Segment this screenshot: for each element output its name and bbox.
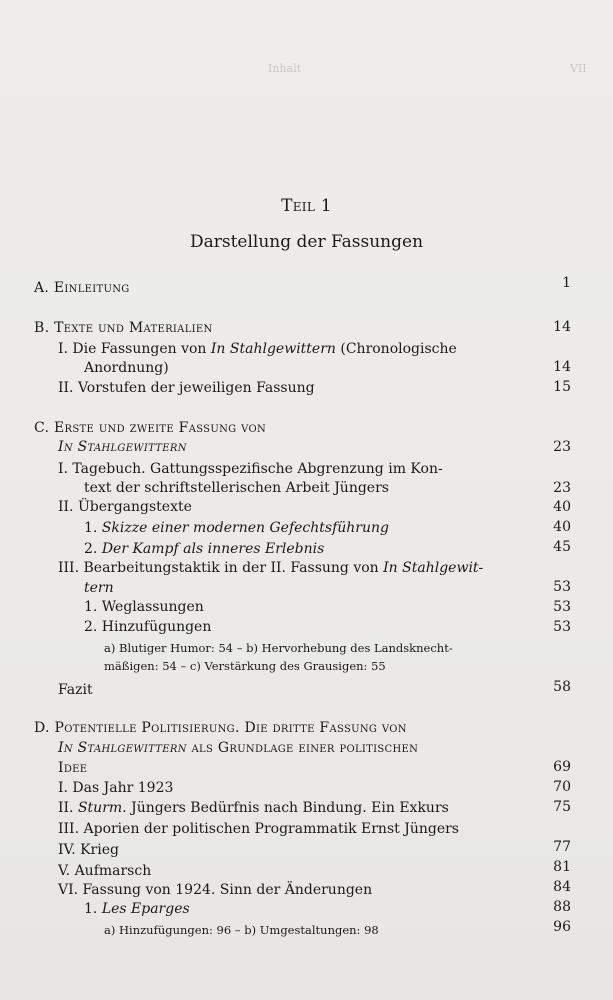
toc-entry-c32: 2. Hinzufügungen [84,619,212,635]
toc-page-c: 23 [553,439,571,455]
toc-entry-c: C. Erste und zweite Fassung von [34,420,267,436]
toc-entry-d3: III. Aporien der politischen Programmatik Ernst Jüngers [58,821,459,837]
toc-entry-d-cont2: Idee [58,760,88,776]
toc-entry-b: B. Texte und Materialien [34,320,213,336]
toc-entry-d4: IV. Krieg [58,842,119,858]
toc-entry-b1: I. Die Fassungen von In Stahlgewittern (Chronologische [58,341,457,357]
toc-page-d2: 75 [553,799,571,815]
toc-entry-c32-sub-cont: mäßigen: 54 – c) Verstärkung des Grausigen: 55 [104,659,386,673]
toc-entry-d6: VI. Fassung von 1924. Sinn der Änderungen [58,882,373,898]
toc-page-c1: 23 [553,480,571,496]
toc-entry-c32-sub: a) Blutiger Humor: 54 – b) Hervorhebung des Landsknecht- [104,641,453,655]
toc-entry-c22: 2. Der Kampf als inneres Erlebnis [84,541,325,557]
toc-entry-d1: I. Das Jahr 1923 [58,780,174,796]
toc-entry-d61-sub: a) Hinzufügungen: 96 – b) Umgestaltungen: 98 [104,923,379,937]
toc-entry-c21: 1. Skizze einer modernen Gefechtsführung [84,520,389,536]
bleed-header-right: VII [570,62,587,75]
toc-entry-d-cont: In Stahlgewittern als Grundlage einer politischen [58,740,419,756]
toc-page-d5: 81 [553,859,571,875]
toc-page-c21: 40 [553,519,571,535]
toc-entry-d2: II. Sturm. Jüngers Bedürfnis nach Bindung. Ein Exkurs [58,800,449,816]
part-subtitle: Darstellung der Fassungen [189,232,424,252]
bleed-header-left: Inhalt [268,62,302,75]
toc-entry-fazit: Fazit [58,682,93,698]
toc-page-c32: 53 [553,619,571,635]
toc-entry-c3: III. Bearbeitungstaktik in der II. Fassung von In Stahlgewit- [58,560,484,576]
toc-page-d61: 88 [553,899,571,915]
toc-page-d4: 77 [553,839,571,855]
toc-page-d61-sub: 96 [553,919,571,935]
toc-page-b2: 15 [553,379,571,395]
toc-entry-b2: II. Vorstufen der jeweiligen Fassung [58,380,315,396]
toc-entry-c-cont: In Stahlgewittern [58,439,187,455]
toc-page-d6: 84 [553,879,571,895]
toc-page-fazit: 58 [553,679,571,695]
toc-entry-c1: I. Tagebuch. Gattungsspezifische Abgrenzung im Kon- [58,461,443,477]
toc-entry-a: A. Einleitung [34,280,130,296]
toc-entry-c3-cont: tern [84,580,114,596]
toc-page-b1: 14 [553,359,571,375]
toc-page-c31: 53 [553,599,571,615]
toc-entry-d: D. Potentielle Politisierung. Die dritte Fassung von [34,720,407,736]
toc-page-d1: 70 [553,779,571,795]
toc-page-c3: 53 [553,579,571,595]
toc-entry-d61: 1. Les Eparges [84,901,190,917]
toc-page-d: 69 [553,759,571,775]
part-title: Teil 1 [281,196,332,216]
toc-entry-b1-cont: Anordnung) [84,360,169,376]
toc-entry-c31: 1. Weglassungen [84,599,204,615]
toc-entry-d5: V. Aufmarsch [58,863,152,879]
toc-entry-c1-cont: text der schriftstellerischen Arbeit Jüngers [84,480,389,496]
toc-page-a: 1 [562,275,571,291]
toc-entry-c2: II. Übergangstexte [58,499,192,515]
toc-page-c22: 45 [553,539,571,555]
toc-page-b: 14 [553,319,571,335]
toc-page-c2: 40 [553,499,571,515]
